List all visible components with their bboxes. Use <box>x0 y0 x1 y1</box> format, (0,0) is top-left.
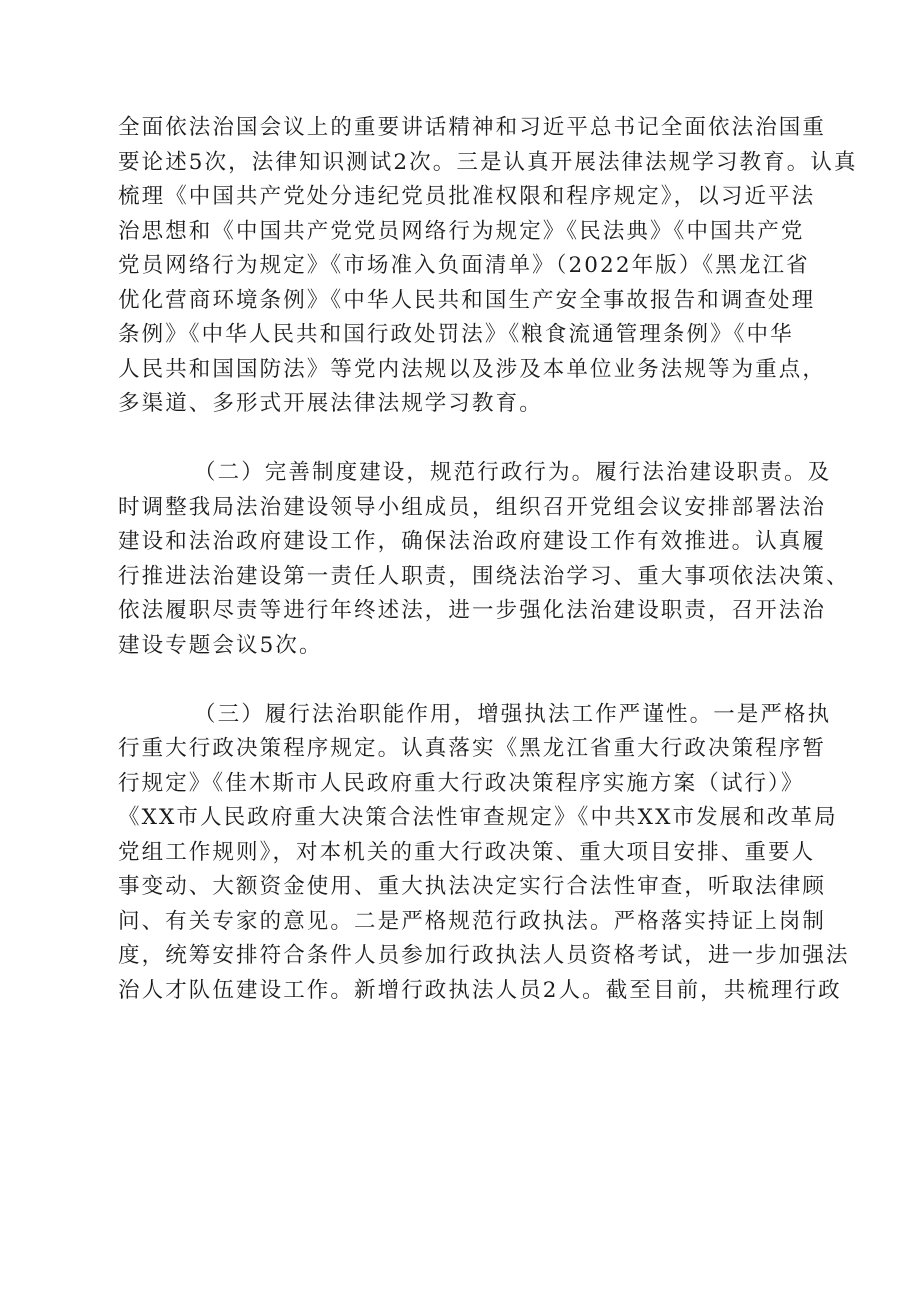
text-line: 治思想和《中国共产党党员网络行为规定》《民法典》《中国共产党 <box>118 218 805 244</box>
text-line: 《XX市人民政府重大决策合法性审查规定》《中共XX市发展和改革局 <box>118 805 838 830</box>
paragraph-spacing <box>118 663 798 698</box>
text-line: 行重大行政决策程序规定。认真落实《黑龙江省重大行政决策程序暂 <box>118 736 827 761</box>
text-line: 行推进法治建设第一责任人职责，围绕法治学习、重大事项依法决策、 <box>118 563 850 589</box>
text-line: 条例》《中华人民共和国行政处罚法》《粮食流通管理条例》《中华 <box>118 322 794 347</box>
paragraph-section-2 <box>118 456 850 663</box>
text-line: 问、有关专家的意见。二是严格规范行政执法。严格落实持证上岗制 <box>118 908 827 934</box>
text-line: 行规定》《佳木斯市人民政府重大行政决策程序实施方案（试行）》 <box>118 770 805 796</box>
text-line: （二）完善制度建设，规范行政行为。履行法治建设职责。及 <box>194 460 832 485</box>
text-line: 建设和法治政府建设工作，确保法治政府建设工作有效推进。认真履 <box>118 529 827 554</box>
text-line: 时调整我局法治建设领导小组成员，组织召开党组会议安排部署法治 <box>118 494 827 520</box>
paragraph-continued <box>118 111 858 422</box>
text-line: 党组工作规则》，对本机关的重大行政决策、重大项目安排、重要人 <box>118 839 816 865</box>
paragraph-spacing <box>118 422 798 457</box>
text-line: 多渠道、多形式开展法律法规学习教育。 <box>118 391 543 416</box>
text-line: 事变动、大额资金使用、重大执法决定实行合法性审查，听取法律顾 <box>118 874 827 899</box>
text-line: 人民共和国国防法》等党内法规以及涉及本单位业务法规等为重点， <box>118 356 827 382</box>
document-body <box>118 111 858 1008</box>
text-line: 党员网络行为规定》《市场准入负面清单》（2022年版）《黑龙江省 <box>118 253 810 278</box>
text-line: 全面依法治国会议上的重要讲话精神和习近平总书记全面依法治国重 <box>118 115 827 140</box>
text-line: 依法履职尽责等进行年终述法，进一步强化法治建设职责，召开法治 <box>118 598 827 623</box>
paragraph-section-3 <box>118 698 850 1009</box>
text-line: 要论述5次，法律知识测试2次。三是认真开展法律法规学习教育。认真 <box>118 149 858 175</box>
text-line: 优化营商环境条例》《中华人民共和国生产安全事故报告和调查处理 <box>118 287 816 313</box>
text-line: 建设专题会议5次。 <box>118 632 323 658</box>
text-line: （三）履行法治职能作用，增强执法工作严谨性。一是严格执 <box>194 701 832 727</box>
text-line: 梳理《中国共产党处分违纪党员批准权限和程序规定》，以习近平法 <box>118 184 816 209</box>
text-line: 度，统筹安排符合条件人员参加行政执法人员资格考试，进一步加强法 <box>118 943 850 968</box>
text-line: 治人才队伍建设工作。新增行政执法人员2人。截至目前，共梳理行政 <box>118 977 842 1003</box>
